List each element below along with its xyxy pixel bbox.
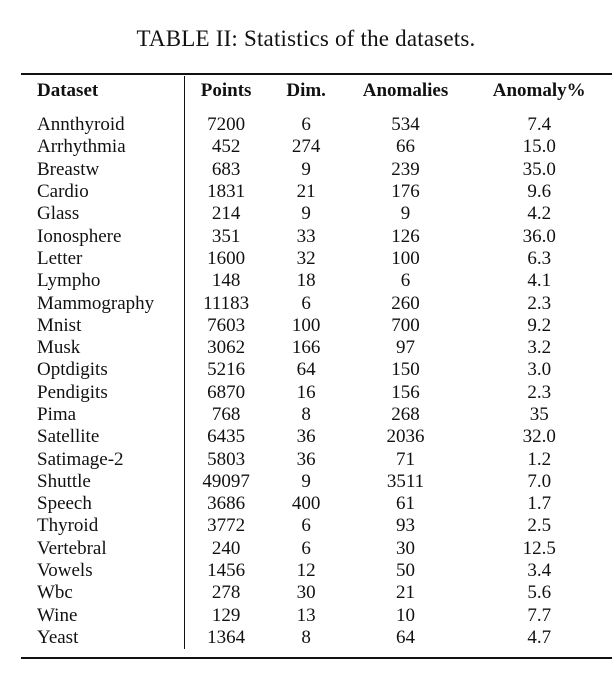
cell-anomalies: 61 <box>395 493 415 515</box>
cell-dataset: Musk <box>37 337 81 359</box>
cell-anomaly-pct: 7.4 <box>527 114 552 136</box>
cell-anomalies: 700 <box>391 314 420 336</box>
cell-dim: 36 <box>296 426 316 448</box>
cell-dataset: Cardio <box>37 181 89 203</box>
table-header <box>21 76 612 106</box>
header-separator <box>21 106 612 114</box>
cell-anomalies: 10 <box>395 604 415 626</box>
cell-dim: 9 <box>301 158 311 180</box>
cell-dataset: Pendigits <box>37 381 108 403</box>
cell-anomaly-pct: 35.0 <box>522 158 556 180</box>
cell-points: 278 <box>184 582 268 604</box>
cell-anomalies: 150 <box>391 359 420 381</box>
cell-anomaly-pct: 5.6 <box>527 582 552 604</box>
cell-dim: 8 <box>301 404 311 425</box>
cell-anomaly-pct: 4.1 <box>527 270 552 292</box>
cell-points: 3062 <box>184 337 268 359</box>
table-row <box>21 605 612 627</box>
cell-anomalies: 50 <box>395 560 415 582</box>
cell-dim: 6 <box>301 292 311 314</box>
table-row <box>21 114 612 136</box>
spacer-cell <box>345 106 467 114</box>
table-row <box>21 404 612 426</box>
cell-dim: 100 <box>291 314 321 336</box>
cell-anomalies: 6 <box>400 270 411 292</box>
table-row <box>21 382 612 404</box>
cell-points: 1831 <box>184 181 268 203</box>
cell-dataset: Lympho <box>37 270 101 292</box>
cell-points: 240 <box>184 538 268 560</box>
cell-anomaly-pct: 6.3 <box>527 247 552 269</box>
cell-dim: 32 <box>296 247 316 269</box>
header-row <box>21 76 612 106</box>
datasets-table <box>21 76 612 649</box>
spacer-cell <box>268 106 345 114</box>
top-rule <box>21 73 612 75</box>
cell-anomalies: 93 <box>395 515 415 537</box>
cell-anomaly-pct: 2.3 <box>527 381 552 403</box>
cell-anomaly-pct: 1.2 <box>527 448 552 470</box>
cell-anomalies: 100 <box>391 247 420 269</box>
cell-anomalies: 260 <box>391 292 420 314</box>
spacer-cell <box>184 106 268 114</box>
cell-points: 129 <box>184 605 268 627</box>
table-row <box>21 225 612 247</box>
cell-anomaly-pct: 9.2 <box>527 314 552 336</box>
cell-dim: 166 <box>291 337 321 359</box>
cell-anomaly-pct: 15.0 <box>522 136 556 158</box>
table-row <box>21 292 612 314</box>
cell-dim: 21 <box>296 181 316 203</box>
cell-anomalies: 534 <box>391 114 420 136</box>
cell-anomalies: 3511 <box>386 470 425 492</box>
cell-points: 351 <box>184 225 268 247</box>
spacer-cell <box>466 106 612 114</box>
cell-points: 452 <box>184 136 268 158</box>
cell-dataset: Wine <box>37 604 78 626</box>
header-anomalies: Anomalies <box>362 80 449 101</box>
table-row <box>21 136 612 158</box>
cell-dataset: Optdigits <box>37 359 108 381</box>
cell-points: 3772 <box>184 515 268 537</box>
cell-dim: 6 <box>301 537 311 559</box>
cell-dataset: Satimage-2 <box>37 448 124 470</box>
cell-dataset: Speech <box>37 493 92 515</box>
cell-dim: 6 <box>301 515 311 537</box>
cell-points: 148 <box>184 270 268 292</box>
cell-dataset: Wbc <box>37 582 73 604</box>
bottom-rule <box>21 657 612 659</box>
cell-dataset: Mammography <box>37 292 155 314</box>
table-row <box>21 582 612 604</box>
spacer-cell <box>21 106 184 114</box>
table-row <box>21 560 612 582</box>
cell-dataset: Breastw <box>37 158 100 180</box>
cell-anomaly-pct: 1.7 <box>527 493 552 515</box>
cell-points: 6435 <box>184 426 268 448</box>
cell-points: 3686 <box>184 493 268 515</box>
cell-anomalies: 126 <box>391 225 420 247</box>
cell-anomalies: 9 <box>400 203 411 225</box>
cell-anomalies: 30 <box>395 537 415 559</box>
cell-anomaly-pct: 4.2 <box>527 203 552 225</box>
cell-points: 5803 <box>184 448 268 470</box>
cell-dataset: Shuttle <box>37 470 91 492</box>
cell-anomalies: 268 <box>391 404 420 425</box>
header-points: Points <box>184 76 268 106</box>
table-row <box>21 337 612 359</box>
cell-dim: 18 <box>296 270 316 292</box>
cell-points: 7603 <box>184 315 268 337</box>
cell-dataset: Arrhythmia <box>37 136 126 158</box>
cell-dim: 30 <box>296 582 316 604</box>
cell-anomalies: 239 <box>391 158 420 180</box>
table-row <box>21 203 612 225</box>
cell-dim: 33 <box>296 225 316 247</box>
cell-dataset: Thyroid <box>37 515 99 537</box>
cell-dim: 274 <box>291 136 321 158</box>
table-row <box>21 448 612 470</box>
table-row <box>21 181 612 203</box>
table-row <box>21 515 612 537</box>
cell-anomaly-pct: 7.0 <box>527 470 552 492</box>
cell-dataset: Vowels <box>37 560 93 582</box>
cell-points: 49097 <box>184 471 268 493</box>
cell-dataset: Satellite <box>37 426 100 448</box>
cell-points: 683 <box>184 159 268 181</box>
cell-dim: 9 <box>301 203 311 225</box>
table-row <box>21 315 612 337</box>
cell-points: 5216 <box>184 359 268 381</box>
cell-points: 1600 <box>184 248 268 270</box>
cell-anomalies: 156 <box>391 381 420 403</box>
cell-dataset: Mnist <box>37 314 82 336</box>
table-row <box>21 627 612 649</box>
cell-dim: 13 <box>296 604 316 626</box>
cell-anomaly-pct: 36.0 <box>522 225 556 247</box>
cell-dataset: Yeast <box>37 626 79 648</box>
cell-dim: 8 <box>301 626 311 648</box>
cell-points: 11183 <box>184 292 268 314</box>
cell-anomaly-pct: 3.4 <box>527 560 552 582</box>
table-row <box>21 471 612 493</box>
cell-anomaly-pct: 3.2 <box>527 337 552 359</box>
table-row <box>21 538 612 560</box>
cell-points: 1456 <box>184 560 268 582</box>
cell-anomaly-pct: 3.0 <box>527 359 552 381</box>
cell-dataset: Letter <box>37 247 83 269</box>
cell-dim: 12 <box>296 560 316 582</box>
table-row <box>21 270 612 292</box>
cell-dim: 6 <box>301 114 311 136</box>
cell-dataset: Glass <box>37 203 80 225</box>
table-caption: TABLE II: Statistics of the datasets. <box>136 26 476 51</box>
cell-anomaly-pct: 12.5 <box>522 537 556 559</box>
cell-points: 6870 <box>184 382 268 404</box>
cell-anomalies: 2036 <box>386 426 425 448</box>
header-anomaly-pct: Anomaly% <box>492 80 586 101</box>
cell-anomalies: 21 <box>395 582 415 604</box>
header-dataset: Dataset <box>37 80 99 101</box>
cell-anomalies: 66 <box>395 136 415 158</box>
table-row <box>21 426 612 448</box>
cell-anomaly-pct: 32.0 <box>522 426 556 448</box>
cell-points: 7200 <box>184 114 268 136</box>
table-row <box>21 248 612 270</box>
cell-anomaly-pct: 4.7 <box>527 626 552 648</box>
cell-dataset: Vertebral <box>37 537 107 559</box>
cell-anomalies: 64 <box>395 626 415 648</box>
cell-points: 768 <box>184 404 268 426</box>
table-row <box>21 159 612 181</box>
header-dim: Dim. <box>286 80 326 101</box>
cell-anomaly-pct: 35 <box>529 404 549 425</box>
cell-anomaly-pct: 7.7 <box>527 604 552 626</box>
cell-dim: 64 <box>296 359 316 381</box>
cell-anomalies: 176 <box>391 181 420 203</box>
cell-points: 1364 <box>184 627 268 649</box>
cell-dim: 36 <box>296 448 316 470</box>
cell-anomaly-pct: 2.5 <box>527 515 552 537</box>
cell-dataset: Pima <box>37 404 77 425</box>
cell-anomalies: 71 <box>395 448 415 470</box>
cell-anomalies: 97 <box>395 337 415 359</box>
cell-dataset: Ionosphere <box>37 225 122 247</box>
cell-dataset: Annthyroid <box>37 114 125 136</box>
table-row <box>21 493 612 515</box>
cell-dim: 9 <box>301 470 311 492</box>
table-body <box>21 106 612 649</box>
cell-anomaly-pct: 2.3 <box>527 292 552 314</box>
table-row <box>21 359 612 381</box>
cell-dim: 400 <box>291 493 321 515</box>
cell-dim: 16 <box>296 381 316 403</box>
cell-anomaly-pct: 9.6 <box>527 181 552 203</box>
cell-points: 214 <box>184 203 268 225</box>
